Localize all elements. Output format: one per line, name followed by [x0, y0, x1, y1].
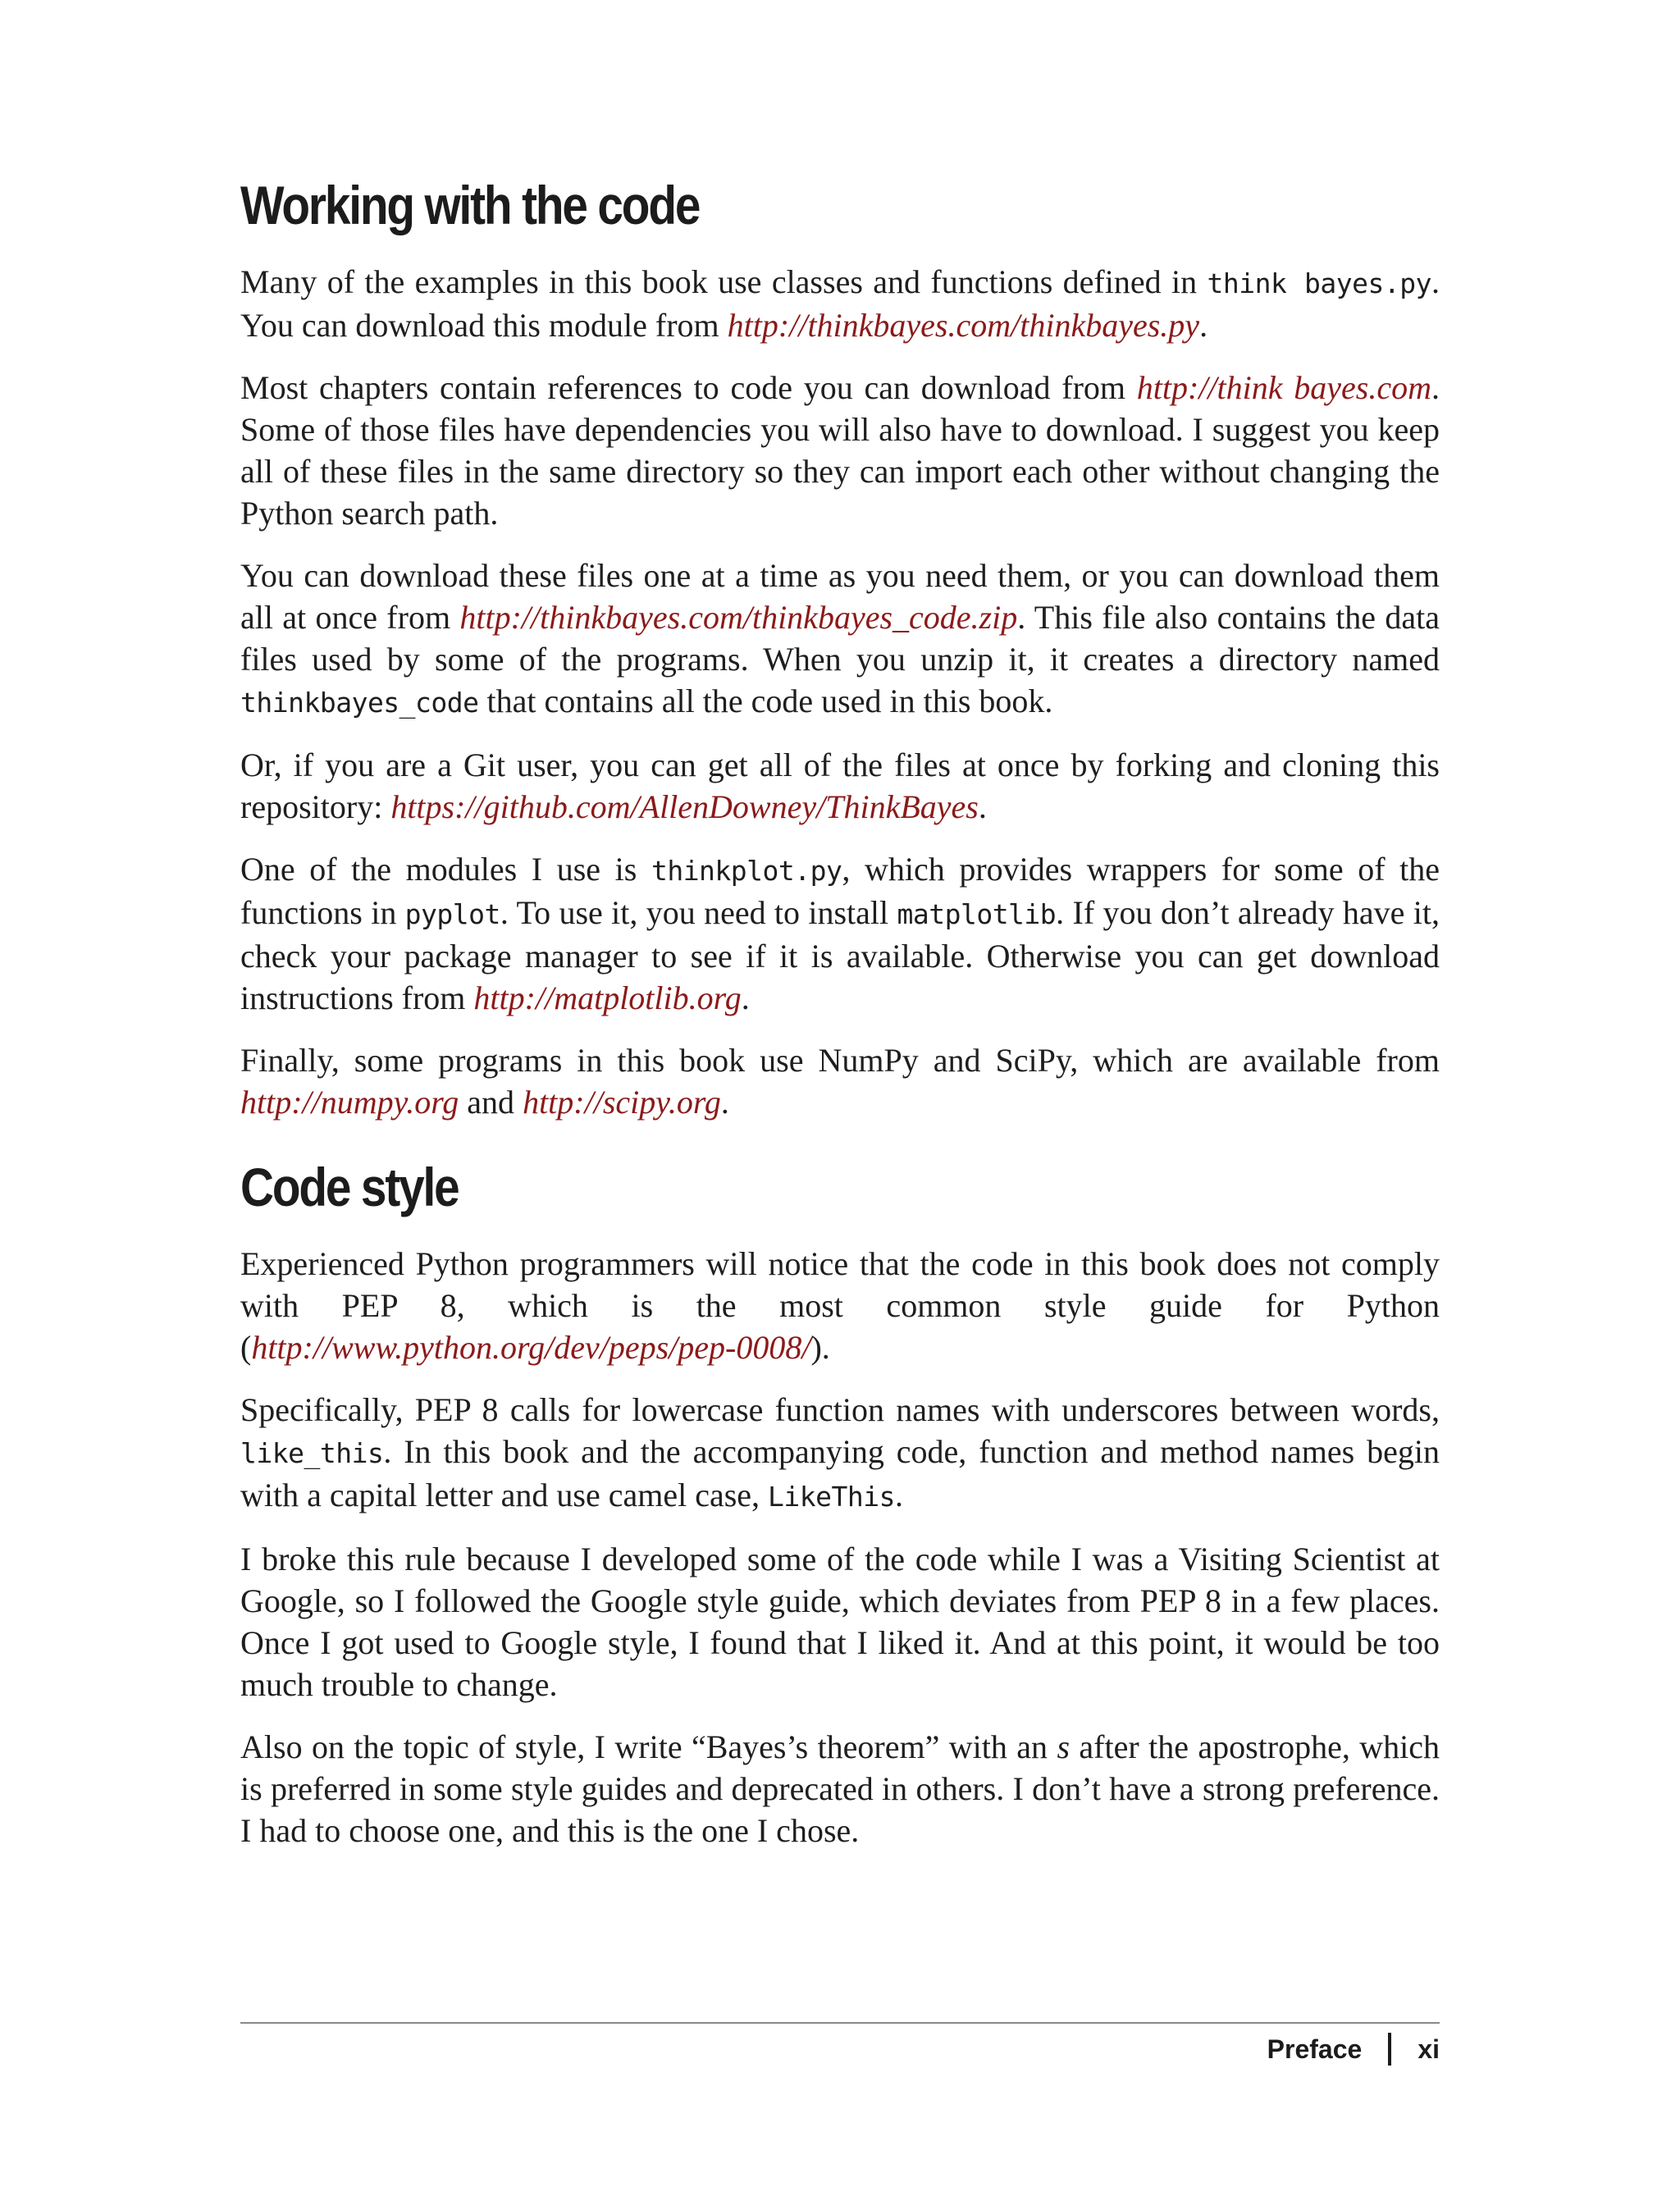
- text-run: and: [459, 1084, 523, 1121]
- text-run: Finally, some programs in this book use NumPy and SciPy, which are available from: [240, 1042, 1440, 1079]
- code-inline: LikeThis: [768, 1481, 895, 1513]
- page-footer: [1267, 2033, 1440, 2066]
- text-run: . To use it, you need to install: [500, 894, 897, 931]
- section-heading-working-with-code: Working with the code: [240, 175, 700, 235]
- text-run: Or, if you are a Git user, you can get all of the files at once by forking and cloning this repository:: [240, 746, 1440, 825]
- code-inline: like_this: [240, 1437, 384, 1469]
- footer-separator: [1388, 2033, 1391, 2066]
- code-inline: thinkbayes_code: [240, 687, 479, 719]
- text-run: after the apostrophe, which is preferred in some style guides and deprecated in others. I don’t have a strong preference. I had to choose one, and this is the one I chose.: [240, 1728, 1440, 1849]
- link-scipy[interactable]: http://scipy.org: [523, 1084, 721, 1121]
- footer-section-title: Preface: [1267, 2034, 1363, 2064]
- text-run: . Some of those files have dependencies you will also have to download. I suggest you keep all of these files in the same directory so they can import each other without changing the Python search path.: [240, 369, 1440, 532]
- text-run: One of the modules I use is: [240, 851, 651, 888]
- link-thinkbayes-com[interactable]: http://think bayes.com: [1136, 369, 1431, 406]
- link-pep8[interactable]: http://www.python.org/dev/peps/pep-0008/: [251, 1329, 811, 1366]
- code-inline: think bayes.py: [1207, 267, 1431, 299]
- page-body: [240, 164, 1440, 1872]
- text-run: .: [978, 788, 987, 825]
- text-run: Specifically, PEP 8 calls for lowercase function names with underscores between words,: [240, 1391, 1440, 1428]
- italic-letter: s: [1057, 1728, 1071, 1765]
- text-run: .: [894, 1477, 903, 1513]
- link-thinkbayes-code-zip[interactable]: http://thinkbayes.com/thinkbayes_code.zip: [459, 599, 1018, 636]
- text-run: Many of the examples in this book use classes and functions defined in: [240, 263, 1208, 300]
- text-run: . If you don’t already have it, check your package manager to see if it is available. Otherwise you can get download instructions from: [240, 894, 1440, 1016]
- footer-rule: [240, 2022, 1440, 2024]
- text-run: .: [1199, 307, 1208, 344]
- text-run: I broke this rule because I developed some of the code while I was a Visiting Scientist at Google, so I followed the Google style guide, which deviates from PEP 8 in a few places. Once I got used to Google style, I found that I liked it. And at this point, it would be too much trouble to change.: [240, 1541, 1440, 1703]
- text-run: .: [741, 979, 750, 1016]
- paragraph: [240, 555, 1440, 724]
- text-run: that contains all the code used in this book.: [478, 682, 1053, 719]
- paragraph: [240, 1243, 1440, 1368]
- text-run: . You can download this module from: [240, 263, 1440, 344]
- link-github-thinkbayes[interactable]: https://github.com/AllenDowney/ThinkBayes: [390, 788, 979, 825]
- section-heading-code-style: Code style: [240, 1157, 459, 1217]
- link-numpy[interactable]: http://numpy.org: [240, 1084, 459, 1121]
- paragraph: [240, 1538, 1440, 1705]
- link-thinkbayes-py[interactable]: http://thinkbayes.com/thinkbayes.py: [727, 307, 1200, 344]
- paragraph: [240, 1726, 1440, 1851]
- text-run: . This file also contains the data files used by some of the programs. When you unzip it, it creates a directory named: [240, 599, 1440, 678]
- text-run: . In this book and the accompanying code, function and method names begin with a capital letter and use camel case,: [240, 1433, 1440, 1513]
- paragraph: [240, 1389, 1440, 1518]
- text-run: .: [720, 1084, 729, 1121]
- link-matplotlib[interactable]: http://matplotlib.org: [473, 979, 742, 1016]
- paragraph: [240, 367, 1440, 534]
- paragraph: [240, 1039, 1440, 1123]
- code-inline: thinkplot.py: [651, 855, 842, 887]
- text-run: Experienced Python programmers will notice that the code in this book does not comply with PEP 8, which is the most common style guide for Python (: [240, 1245, 1440, 1366]
- text-run: Most chapters contain references to code you can download from: [240, 369, 1137, 406]
- paragraph: [240, 744, 1440, 828]
- paragraph: [240, 848, 1440, 1019]
- code-inline: pyplot: [404, 898, 500, 930]
- page-number: xi: [1418, 2034, 1440, 2064]
- paragraph: [240, 261, 1440, 346]
- text-run: You can download these files one at a time as you need them, or you can download them all at once from: [240, 557, 1440, 636]
- text-run: Also on the topic of style, I write “Bayes’s theorem” with an: [240, 1728, 1057, 1765]
- code-inline: matplotlib: [897, 898, 1057, 930]
- text-run: , which provides wrappers for some of the functions in: [240, 851, 1440, 931]
- text-run: ).: [810, 1329, 830, 1366]
